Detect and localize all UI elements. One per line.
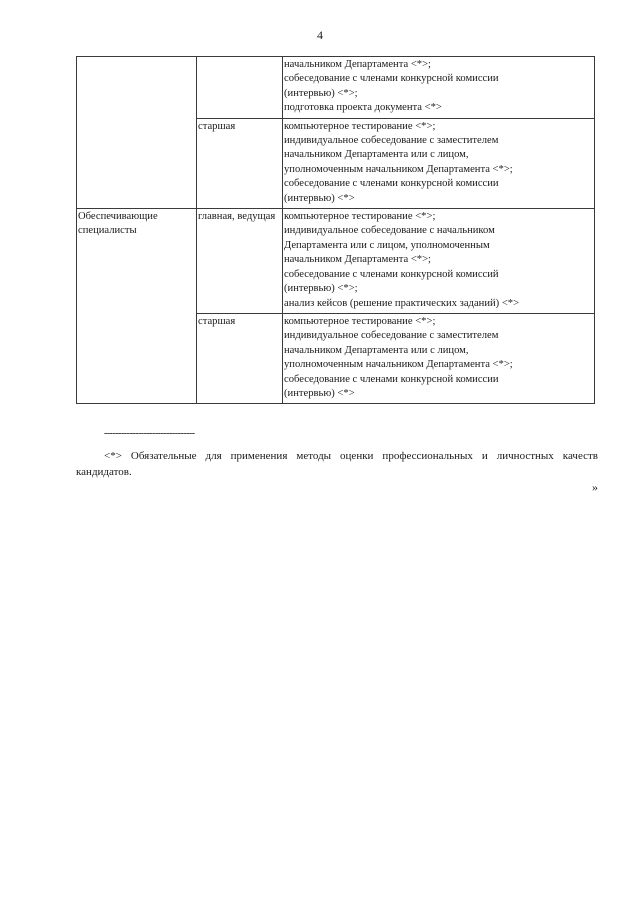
method-line: начальником Департамента или с лицом, <box>284 149 469 161</box>
method-line: подготовка проекта документа <*> <box>284 102 442 114</box>
method-line: уполномоченным начальником Департамента <*>; <box>284 359 513 371</box>
method-line: (интервью) <*> <box>284 192 355 204</box>
method-line: анализ кейсов (решение практических заданий) <*> <box>284 297 520 309</box>
method-line: начальником Департамента <*>; <box>284 59 432 70</box>
method-line: индивидуальное собеседование с начальником <box>284 225 495 237</box>
methods-cell <box>283 57 595 119</box>
method-line: собеседование с членами конкурсной комиссии <box>284 178 499 190</box>
footnote-text: <*> Обязательные для применения методы оценки профессиональных и личностных качеств кандидатов. <box>76 450 598 478</box>
method-line: (интервью) <*> <box>284 387 355 399</box>
method-line: собеседование с членами конкурсной комиссии <box>284 373 499 385</box>
methods-cell <box>283 118 595 208</box>
level-cell <box>197 313 283 403</box>
level-cell <box>197 209 283 314</box>
method-line: собеседование с членами конкурсной комиссий <box>284 268 499 280</box>
method-line: компьютерное тестирование <*>; <box>284 211 436 223</box>
method-line: (интервью) <*>; <box>284 283 358 295</box>
level-text: старшая <box>198 120 236 132</box>
method-line: компьютерное тестирование <*>; <box>284 315 436 327</box>
methods-cell <box>283 313 595 403</box>
method-line: индивидуальное собеседование с заместителем <box>284 330 499 342</box>
page-number: 4 <box>317 28 323 42</box>
method-line: начальником Департамента <*>; <box>284 254 432 266</box>
method-line: начальником Департамента или с лицом, <box>284 344 469 356</box>
table-row <box>77 209 595 314</box>
category-text: Обеспечивающие специалисты <box>78 211 158 237</box>
level-text: главная, ведущая <box>198 211 276 223</box>
method-line: компьютерное тестирование <*>; <box>284 120 436 132</box>
method-line: (интервью) <*>; <box>284 87 358 99</box>
level-cell <box>197 118 283 208</box>
method-line: собеседование с членами конкурсной комиссии <box>284 73 499 85</box>
assessment-methods-table <box>76 56 595 404</box>
table-row <box>77 57 595 119</box>
method-line: уполномоченным начальником Департамента <*>; <box>284 163 513 175</box>
footnote-separator: -------------------------------- <box>104 428 195 439</box>
category-cell <box>77 209 197 404</box>
methods-cell <box>283 209 595 314</box>
method-line: Департамента или с лицом, уполномоченным <box>284 239 490 251</box>
category-cell <box>77 57 197 209</box>
level-cell <box>197 57 283 119</box>
level-text: старшая <box>198 315 236 327</box>
method-line: индивидуальное собеседование с заместителем <box>284 135 499 147</box>
closing-quote: » <box>592 480 598 494</box>
